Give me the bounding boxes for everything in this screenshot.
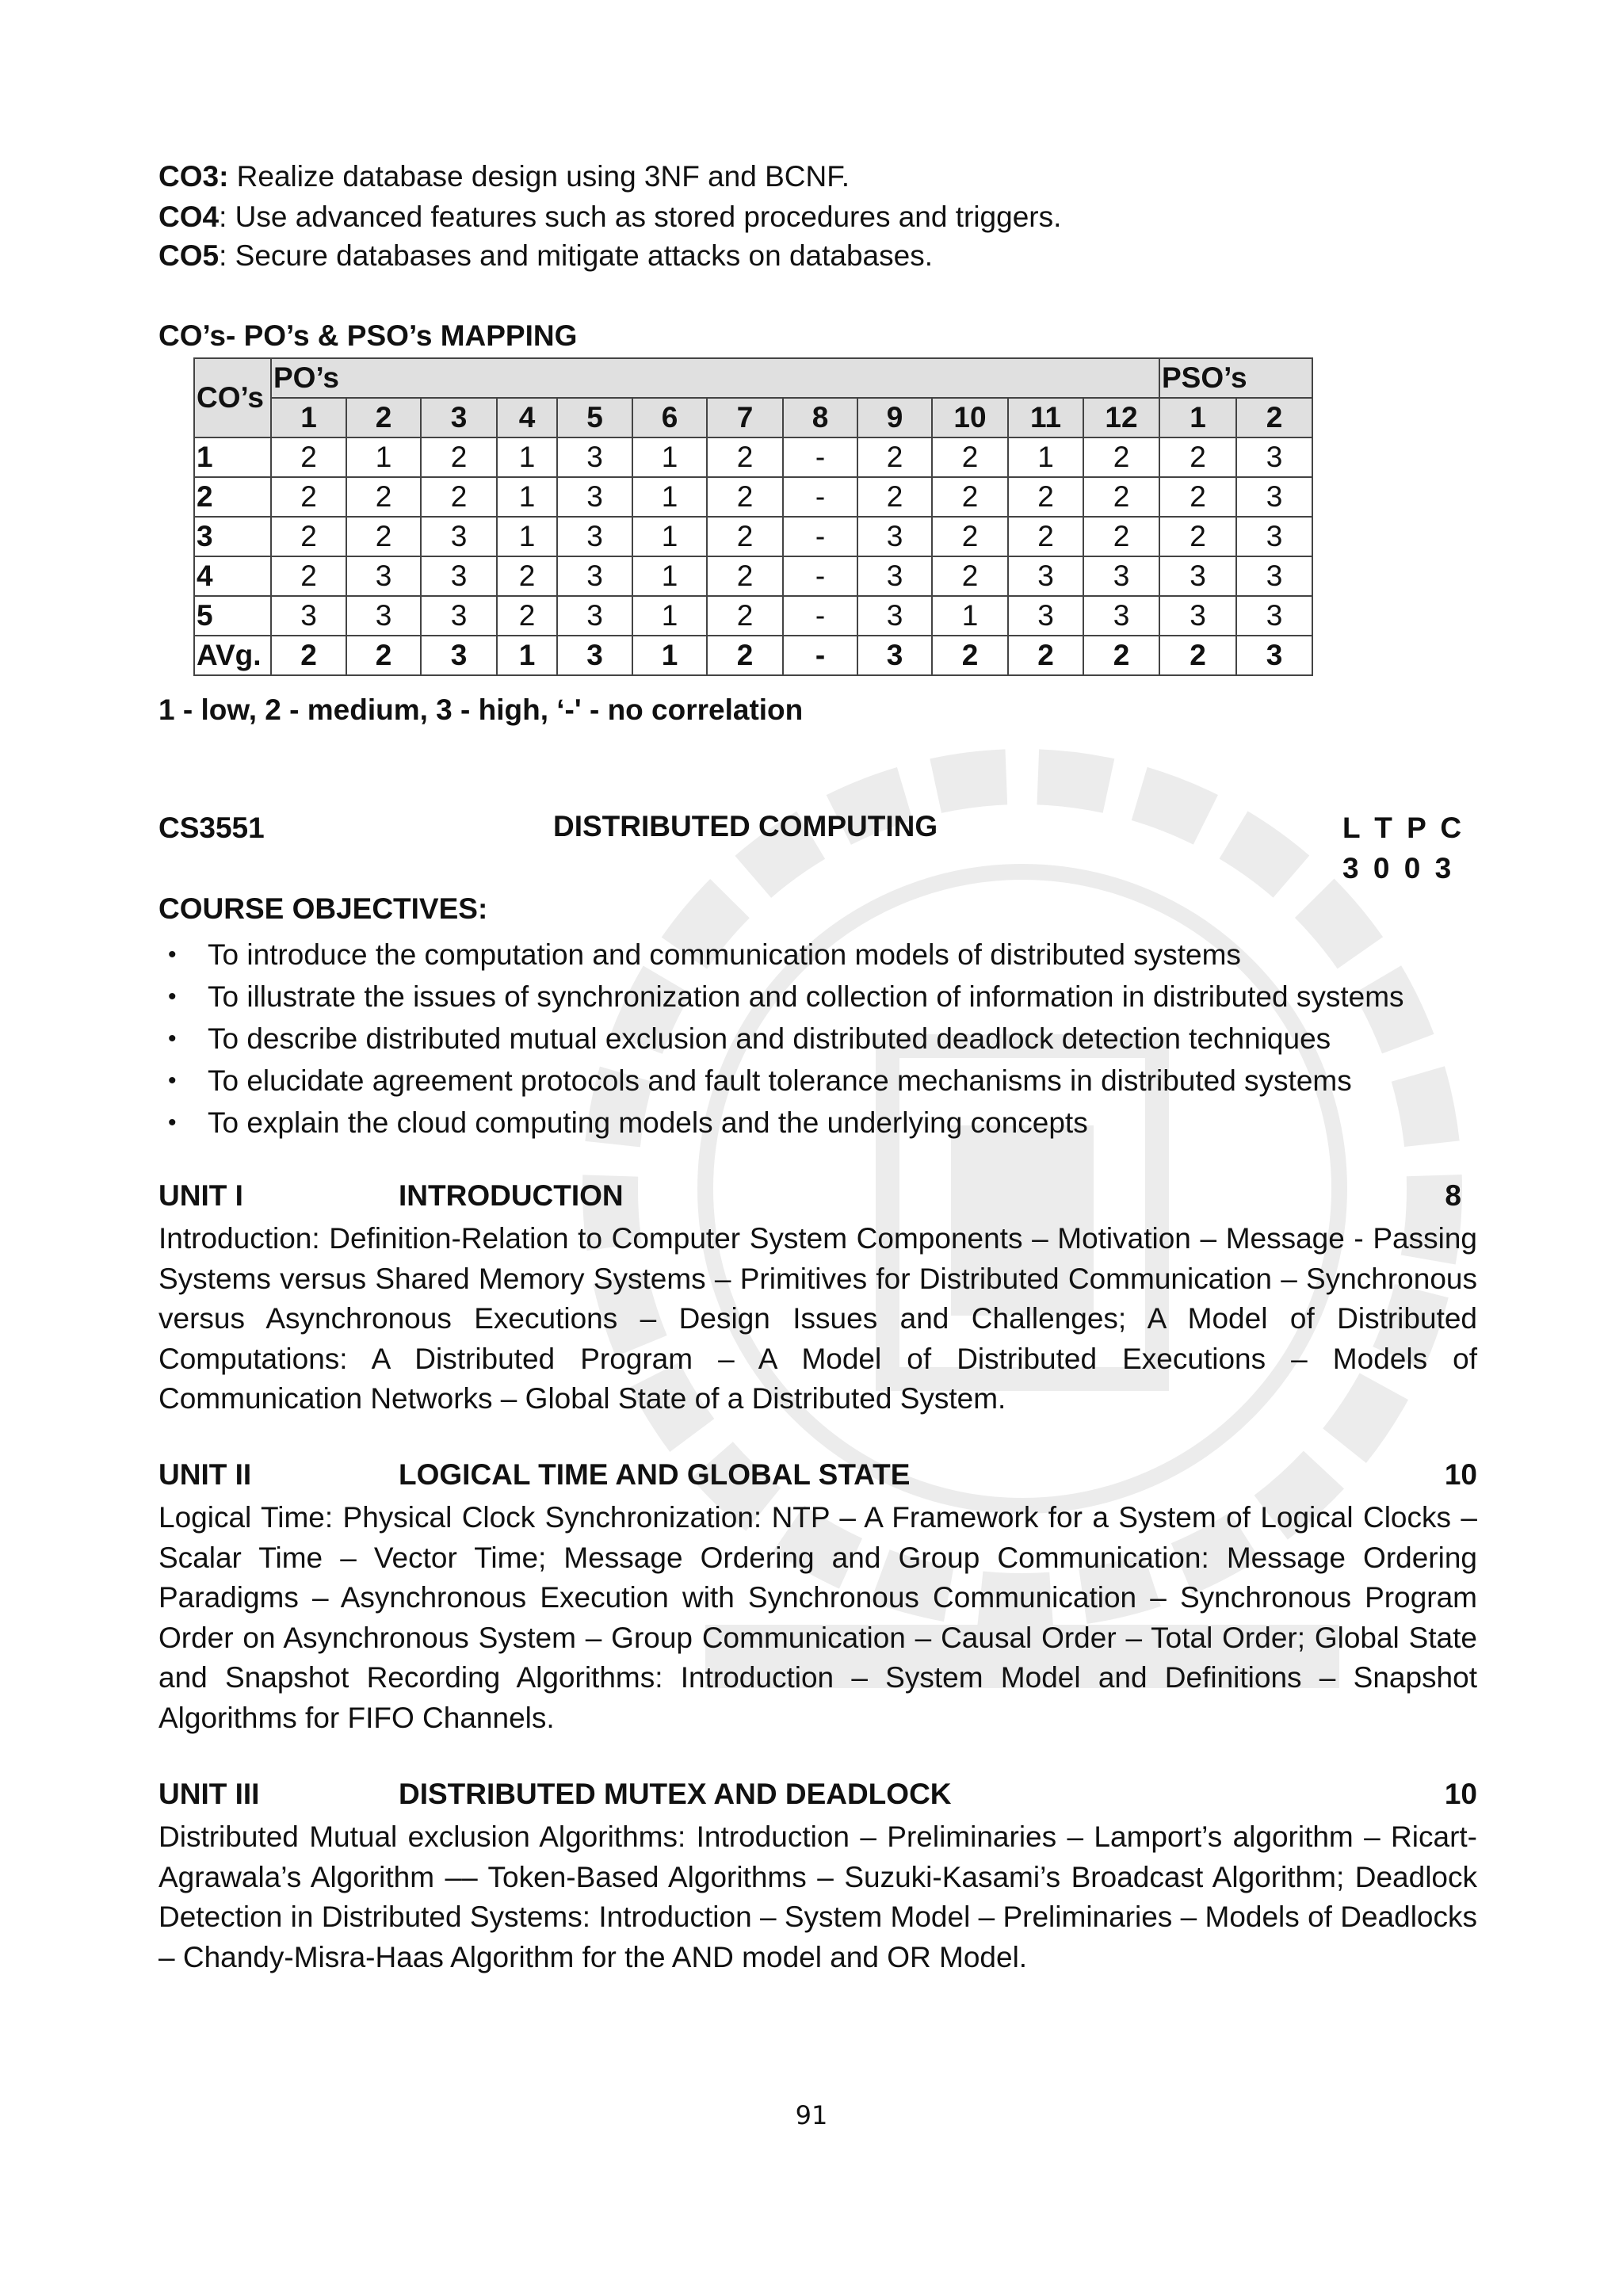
co-label: CO3: bbox=[158, 160, 229, 193]
table-cell: - bbox=[783, 517, 857, 556]
table-cell: 1 bbox=[497, 636, 557, 675]
unit-number: UNIT III bbox=[158, 1778, 260, 1810]
table-cell: 3 bbox=[1236, 437, 1312, 477]
objective-item bbox=[158, 1018, 1404, 1060]
co-text: : Secure databases and mitigate attacks on databases. bbox=[219, 239, 933, 272]
table-cell: - bbox=[783, 477, 857, 517]
table-cell: 2 bbox=[1008, 636, 1083, 675]
table-cell: 3 bbox=[346, 556, 421, 596]
column-header-cell: 6 bbox=[632, 398, 707, 437]
table-cell: - bbox=[783, 437, 857, 477]
bullet-icon: • bbox=[168, 984, 177, 1010]
table-cell: 2 bbox=[271, 556, 346, 596]
unit-1-header bbox=[158, 1179, 1477, 1217]
corner-label: CO’s bbox=[194, 358, 271, 437]
row-label: 3 bbox=[194, 517, 271, 556]
table-cell: 2 bbox=[421, 477, 497, 517]
unit-2-body: Logical Time: Physical Clock Synchronization: NTP – A Framework for a System of Logical Clocks – Scalar Time – Vector Time; Message Ordering and Group Communication: Message Ordering Paradigms – Asynchronous Execution with Synchronous Communication – Synchronous Program Order on Asynchronous System – Group Communication – Causal Order – Total Order; Global State and Snapshot Recording Algorithms: Introduction – System Model and Definitions – Snapshot Algorithms for FIFO Channels. bbox=[158, 1501, 1477, 1734]
unit-3-header bbox=[158, 1778, 1477, 1816]
objective-text: To introduce the computation and communication models of distributed systems bbox=[208, 938, 1241, 971]
table-cell: 1 bbox=[632, 517, 707, 556]
table-cell: 2 bbox=[271, 477, 346, 517]
bullet-icon: • bbox=[168, 1026, 177, 1052]
table-cell: 3 bbox=[557, 636, 632, 675]
table-cell: 3 bbox=[557, 556, 632, 596]
table-cell: 2 bbox=[346, 477, 421, 517]
column-header-cell: 1 bbox=[1159, 398, 1236, 437]
table-cell: 2 bbox=[421, 437, 497, 477]
table-cell: 2 bbox=[1159, 517, 1236, 556]
column-header-cell: 5 bbox=[557, 398, 632, 437]
objective-text: To describe distributed mutual exclusion and distributed deadlock detection techniques bbox=[208, 1022, 1331, 1055]
table-cell: 2 bbox=[857, 437, 932, 477]
table-cell: 2 bbox=[1159, 636, 1236, 675]
table-cell: 3 bbox=[557, 596, 632, 636]
table-cell: 3 bbox=[421, 596, 497, 636]
unit-hours: 10 bbox=[1444, 1458, 1477, 1491]
column-header-cell: 9 bbox=[857, 398, 932, 437]
column-header-cell: 10 bbox=[932, 398, 1008, 437]
table-cell: 3 bbox=[1236, 636, 1312, 675]
table-row bbox=[194, 477, 1312, 517]
table-cell: 3 bbox=[857, 517, 932, 556]
objective-item bbox=[158, 1102, 1404, 1144]
table-cell: 2 bbox=[1083, 477, 1159, 517]
unit-name: LOGICAL TIME AND GLOBAL STATE bbox=[399, 1458, 911, 1491]
co-po-mapping-table bbox=[193, 357, 1313, 676]
column-header-cell: 4 bbox=[497, 398, 557, 437]
table-cell: 2 bbox=[707, 596, 783, 636]
table-cell: 3 bbox=[421, 636, 497, 675]
table-cell: 2 bbox=[932, 636, 1008, 675]
table-cell: 2 bbox=[1159, 477, 1236, 517]
row-label: 2 bbox=[194, 477, 271, 517]
table-cell: 3 bbox=[1236, 477, 1312, 517]
unit-name: DISTRIBUTED MUTEX AND DEADLOCK bbox=[399, 1778, 952, 1810]
pso-group-header: PSO’s bbox=[1159, 358, 1312, 398]
page-number: 91 bbox=[795, 2100, 828, 2130]
row-label: 1 bbox=[194, 437, 271, 477]
table-cell: 3 bbox=[1236, 517, 1312, 556]
row-label: AVg. bbox=[194, 636, 271, 675]
table-cell: 3 bbox=[1159, 556, 1236, 596]
table-cell: 1 bbox=[932, 596, 1008, 636]
table-cell: 2 bbox=[497, 556, 557, 596]
objective-item bbox=[158, 976, 1404, 1018]
table-cell: 2 bbox=[1083, 437, 1159, 477]
column-header-cell: 3 bbox=[421, 398, 497, 437]
objective-item bbox=[158, 1060, 1404, 1102]
column-header-cell: 2 bbox=[346, 398, 421, 437]
objectives-list bbox=[158, 934, 1404, 1144]
table-cell: 2 bbox=[1008, 477, 1083, 517]
bullet-icon: • bbox=[168, 1068, 177, 1094]
column-header-cell: 2 bbox=[1236, 398, 1312, 437]
course-outcome-co3 bbox=[158, 158, 850, 196]
table-row bbox=[194, 556, 1312, 596]
table-cell: 1 bbox=[497, 517, 557, 556]
table-cell: 2 bbox=[346, 517, 421, 556]
table-cell: 3 bbox=[557, 477, 632, 517]
table-cell: 3 bbox=[1236, 596, 1312, 636]
column-header-cell: 11 bbox=[1008, 398, 1083, 437]
table-cell: 3 bbox=[557, 517, 632, 556]
table-cell: 2 bbox=[932, 437, 1008, 477]
table-cell: 3 bbox=[421, 556, 497, 596]
table-row bbox=[194, 517, 1312, 556]
table-cell: - bbox=[783, 596, 857, 636]
table-cell: 2 bbox=[932, 517, 1008, 556]
bullet-icon: • bbox=[168, 1110, 177, 1136]
table-cell: 2 bbox=[707, 477, 783, 517]
row-label: 5 bbox=[194, 596, 271, 636]
column-header-cell: 12 bbox=[1083, 398, 1159, 437]
table-cell: 3 bbox=[1083, 556, 1159, 596]
table-cell: 2 bbox=[707, 517, 783, 556]
table-cell: 2 bbox=[497, 596, 557, 636]
table-cell: 2 bbox=[1159, 437, 1236, 477]
table-cell: 2 bbox=[932, 556, 1008, 596]
objectives-heading: COURSE OBJECTIVES: bbox=[158, 892, 488, 925]
table-cell: - bbox=[783, 636, 857, 675]
table-cell: 2 bbox=[1008, 517, 1083, 556]
ltpc-values: 3 0 0 3 bbox=[1342, 852, 1455, 884]
po-group-header: PO’s bbox=[271, 358, 1159, 398]
unit-hours: 8 bbox=[1445, 1179, 1461, 1212]
table-cell: 1 bbox=[632, 437, 707, 477]
table-cell: 3 bbox=[1008, 596, 1083, 636]
unit-2-header bbox=[158, 1458, 1477, 1496]
table-cell: 3 bbox=[857, 556, 932, 596]
unit-number: UNIT II bbox=[158, 1458, 252, 1491]
column-header-cell: 1 bbox=[271, 398, 346, 437]
table-cell: 2 bbox=[707, 636, 783, 675]
table-cell: 3 bbox=[1159, 596, 1236, 636]
table-cell: 2 bbox=[1083, 636, 1159, 675]
table-cell: 1 bbox=[1008, 437, 1083, 477]
objective-item bbox=[158, 934, 1404, 976]
column-header-cell: 7 bbox=[707, 398, 783, 437]
table-cell: 2 bbox=[857, 477, 932, 517]
table-cell: 2 bbox=[932, 477, 1008, 517]
table-row bbox=[194, 636, 1312, 675]
table-cell: 2 bbox=[1083, 517, 1159, 556]
co-text: : Use advanced features such as stored procedures and triggers. bbox=[219, 201, 1062, 233]
table-cell: 1 bbox=[632, 556, 707, 596]
table-cell: 2 bbox=[346, 636, 421, 675]
table-cell: 3 bbox=[421, 517, 497, 556]
table-cell: 1 bbox=[632, 477, 707, 517]
co-label: CO5 bbox=[158, 239, 220, 272]
table-cell: 3 bbox=[857, 596, 932, 636]
table-cell: 3 bbox=[857, 636, 932, 675]
row-label: 4 bbox=[194, 556, 271, 596]
table-cell: 1 bbox=[632, 596, 707, 636]
table-cell: 1 bbox=[632, 636, 707, 675]
table-cell: 3 bbox=[346, 596, 421, 636]
unit-name: INTRODUCTION bbox=[399, 1179, 624, 1212]
objective-text: To elucidate agreement protocols and fault tolerance mechanisms in distributed systems bbox=[208, 1064, 1352, 1097]
course-code: CS3551 bbox=[158, 812, 265, 844]
table-cell: 3 bbox=[557, 437, 632, 477]
table-row bbox=[194, 596, 1312, 636]
co-label: CO4 bbox=[158, 201, 220, 233]
course-title: DISTRIBUTED COMPUTING bbox=[553, 810, 938, 842]
course-outcome-co5 bbox=[158, 237, 933, 275]
unit-hours: 10 bbox=[1444, 1778, 1477, 1810]
unit-1-body: Introduction: Definition-Relation to Computer System Components – Motivation – Message - Passing Systems versus Shared Memory Systems – Primitives for Distributed Communication – Synchronous versus Asynchronous Executions – Design Issues and Challenges; A Model of Distributed Computations: A Distributed Program – A Model of Distributed Executions – Models of Communication Networks – Global State of a Distributed System. bbox=[158, 1222, 1477, 1415]
table-row bbox=[194, 437, 1312, 477]
table-cell: 2 bbox=[707, 437, 783, 477]
table-cell: 1 bbox=[497, 477, 557, 517]
table-cell: 3 bbox=[1083, 596, 1159, 636]
table-cell: 1 bbox=[497, 437, 557, 477]
table-cell: 2 bbox=[707, 556, 783, 596]
table-cell: 2 bbox=[271, 437, 346, 477]
table-cell: 3 bbox=[1008, 556, 1083, 596]
column-header-cell: 8 bbox=[783, 398, 857, 437]
unit-3-body: Distributed Mutual exclusion Algorithms: Introduction – Preliminaries – Lamport’s algorithm – Ricart- Agrawala’s Algorithm –– Token-Based Algorithms – Suzuki-Kasami’s Broadcast Algorithm; Deadlock Detection in Distributed Systems: Introduction – System Model – Preliminaries – Models of Deadlocks – Chandy-Misra-Haas Algorithm for the AND model and OR Model. bbox=[158, 1820, 1477, 1973]
column-header-row bbox=[194, 398, 1312, 437]
table-cell: 3 bbox=[1236, 556, 1312, 596]
co-text: Realize database design using 3NF and BCNF. bbox=[228, 160, 850, 193]
table-cell: 3 bbox=[271, 596, 346, 636]
correlation-legend: 1 - low, 2 - medium, 3 - high, ‘-' - no correlation bbox=[158, 693, 804, 726]
objective-text: To explain the cloud computing models and the underlying concepts bbox=[208, 1106, 1088, 1139]
ltpc-label: L T P C bbox=[1342, 812, 1465, 844]
bullet-icon: • bbox=[168, 942, 177, 968]
course-outcome-co4 bbox=[158, 198, 1061, 236]
table-cell: - bbox=[783, 556, 857, 596]
table-cell: 2 bbox=[271, 636, 346, 675]
table-cell: 1 bbox=[346, 437, 421, 477]
objective-text: To illustrate the issues of synchronization and collection of information in distributed systems bbox=[208, 980, 1404, 1013]
unit-number: UNIT I bbox=[158, 1179, 243, 1212]
mapping-heading: CO’s- PO’s & PSO’s MAPPING bbox=[158, 319, 578, 352]
table-cell: 2 bbox=[271, 517, 346, 556]
